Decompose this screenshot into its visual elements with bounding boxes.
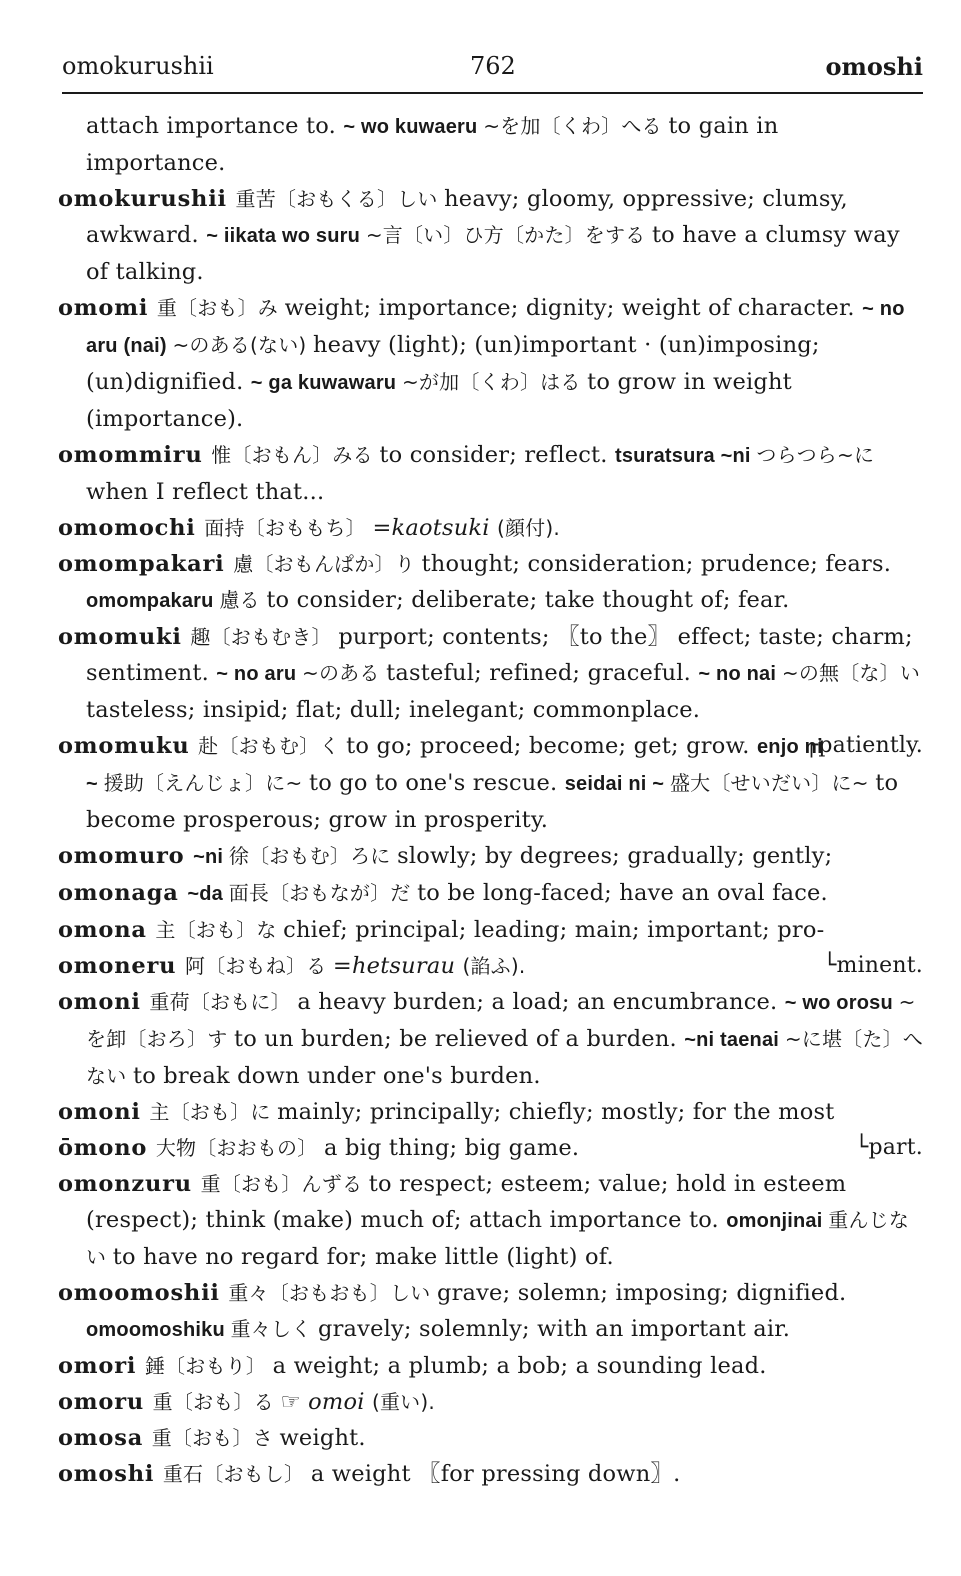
dictionary-entry <box>58 948 923 984</box>
headword: omokurushii <box>58 186 236 212</box>
definition-text: to consider; reflect. <box>379 442 615 468</box>
definition-text: a heavy burden; a load; an encumbrance. <box>297 989 785 1015</box>
definition-text: weight. <box>279 1425 366 1451</box>
romaji-phrase: ~ no nai <box>698 663 782 685</box>
headword: omompakari <box>58 551 234 577</box>
headword: omonzuru <box>58 1171 201 1197</box>
definition-text: tasteless; insipid; flat; dull; inelegant; commonplace. <box>86 697 701 723</box>
headword: omoni <box>58 1099 150 1125</box>
page-number: 762 <box>470 52 516 80</box>
definition-text: grave; solemn; imposing; dignified. <box>436 1280 847 1306</box>
dictionary-entry <box>58 510 923 546</box>
japanese-text: 赴〔おもむ〕く <box>198 734 347 758</box>
japanese-text: 重々しく <box>230 1317 318 1341</box>
dictionary-entry <box>58 912 923 948</box>
japanese-text: (顔付). <box>496 516 560 540</box>
japanese-text: 重荷〔おもに〕 <box>149 990 298 1014</box>
definition-text: to have a clumsy way of talking. <box>86 222 900 285</box>
japanese-text: ~のある(ない) <box>172 333 313 357</box>
overflow-word: └part. <box>855 1135 923 1160</box>
definition-text: thought; consideration; prudence; fears. <box>421 551 892 577</box>
romaji-phrase: ~ no aru (nai) <box>86 298 905 357</box>
japanese-text: 錘〔おもり〕 <box>144 1354 273 1378</box>
japanese-text: (諂ふ). <box>462 954 526 978</box>
japanese-text: 惟〔おもん〕みる <box>211 443 380 467</box>
romaji-phrase: tsuratsura ~ni <box>615 445 757 467</box>
japanese-text: 面持〔おももち〕 <box>204 516 373 540</box>
japanese-text: 慮〔おもんぱか〕り <box>233 552 422 576</box>
japanese-text: ~のある <box>302 661 387 685</box>
dictionary-entry <box>58 838 923 875</box>
dictionary-entry <box>58 181 923 290</box>
romaji-phrase: ~ wo kuwaeru <box>343 116 484 138</box>
japanese-text: 重石〔おもし〕 <box>162 1462 311 1486</box>
definition-text: gravely; solemnly; with an important air. <box>318 1316 791 1342</box>
definition-text: to be long-faced; have an oval face. <box>417 880 828 906</box>
romaji-phrase: ~ ga kuwawaru <box>250 372 402 394</box>
japanese-text: 慮る <box>219 588 267 612</box>
definition-text: = <box>332 953 352 979</box>
japanese-text: 援助〔えんじょ〕に~ <box>103 771 309 795</box>
dictionary-entry <box>58 728 923 838</box>
cross-reference: hetsurau <box>351 953 463 979</box>
dictionary-entry <box>58 984 923 1094</box>
romaji-phrase: omonjinai <box>726 1210 829 1232</box>
japanese-text: 主〔おも〕に <box>149 1100 278 1124</box>
japanese-text: ~を加〔くわ〕へる <box>483 114 669 138</box>
running-head-left: omokurushii <box>62 52 214 80</box>
japanese-text: 趣〔おもむき〕 <box>190 625 339 649</box>
japanese-text: (重い). <box>371 1390 435 1414</box>
japanese-text: 阿〔おもね〕る <box>184 954 333 978</box>
dictionary-entry <box>58 1094 923 1130</box>
dictionary-entry <box>58 437 923 510</box>
headword: omona <box>58 917 156 943</box>
definition-text: a weight; a plumb; a bob; a sounding lead. <box>272 1353 767 1379</box>
running-head-right: omoshi <box>825 52 923 81</box>
definition-text: tasteful; refined; graceful. <box>386 660 699 686</box>
dictionary-entry <box>58 290 923 437</box>
headword: omori <box>58 1353 145 1379</box>
romaji-phrase: omompakaru <box>86 590 220 612</box>
japanese-text: 重々〔おもおも〕しい <box>228 1281 437 1305</box>
japanese-text: ~言〔い〕ひ方〔かた〕をする <box>365 223 652 247</box>
definition-text: chief; principal; leading; main; important; pro- <box>283 917 825 943</box>
definition-text: mainly; principally; chiefly; mostly; for the most <box>277 1099 835 1125</box>
japanese-text: 重んじない <box>86 1208 910 1269</box>
dictionary-entry <box>58 1420 923 1456</box>
definition-text: purport; contents; 〖to the〗 effect; taste; charm; sentiment. <box>86 624 913 686</box>
headword: omomuki <box>58 624 191 650</box>
japanese-text: 徐〔おもむ〕ろに <box>228 844 398 868</box>
overflow-word: ┌patiently. <box>804 733 923 758</box>
definition-text: attach importance to. <box>86 113 344 139</box>
definition-text: to consider; deliberate; take thought of; fear. <box>266 587 790 613</box>
headword: ōmono <box>58 1135 156 1161</box>
japanese-text: 重〔おも〕んずる <box>200 1172 369 1196</box>
dictionary-entry <box>58 1166 923 1275</box>
romaji-phrase: ~ni <box>193 846 229 868</box>
definition-text: a big thing; big game. <box>324 1135 580 1161</box>
definition-text: a weight 〖for pressing down〗. <box>310 1461 681 1487</box>
dictionary-entry <box>58 1130 923 1166</box>
dictionary-entry <box>58 108 923 181</box>
definition-text: heavy; gloomy, oppressive; clumsy, awkward. <box>86 186 848 248</box>
japanese-text: 重〔おも〕る <box>152 1390 281 1414</box>
headword: omoomoshii <box>58 1280 229 1306</box>
definition-text: to become prosperous; grow in prosperity. <box>86 770 899 833</box>
dictionary-page-body <box>58 108 923 1492</box>
definition-text: to have no regard for; make little (light) of. <box>112 1244 614 1270</box>
dictionary-entry <box>58 1348 923 1384</box>
japanese-text: ~に堪〔た〕へない <box>86 1027 923 1088</box>
japanese-text: 面長〔おもなが〕だ <box>228 881 418 905</box>
dictionary-entry <box>58 619 923 728</box>
japanese-text: 重〔おも〕さ <box>151 1426 280 1450</box>
romaji-phrase: ~ iikata wo suru <box>206 225 366 247</box>
headword: omomuku <box>58 733 199 759</box>
header-rule <box>62 92 923 94</box>
cross-reference: omoi <box>308 1389 372 1415</box>
definition-text: to un burden; be relieved of a burden. <box>233 1026 685 1052</box>
romaji-phrase: ~ wo orosu <box>784 992 899 1014</box>
definition-text: = <box>372 515 392 541</box>
japanese-text: 重〔おも〕み <box>156 296 285 320</box>
definition-text: to go; proceed; become; get; grow. <box>346 733 757 759</box>
romaji-phrase: ~ no aru <box>216 663 302 685</box>
headword: omomuro <box>58 843 194 869</box>
headword: omomochi <box>58 515 205 541</box>
headword: omomi <box>58 295 157 321</box>
definition-text: slowly; by degrees; gradually; gently; <box>397 843 833 869</box>
romaji-phrase: ~ni taenai <box>684 1029 785 1051</box>
romaji-phrase: enjo ni ~ <box>86 736 823 795</box>
overflow-word: └minent. <box>823 953 923 978</box>
headword: omoshi <box>58 1461 163 1487</box>
definition-text: when I reflect that... <box>86 479 325 505</box>
japanese-text: ~が加〔くわ〕はる <box>401 370 588 394</box>
definition-text: to grow in weight (importance). <box>86 369 792 432</box>
japanese-text: つらつら~に <box>756 443 875 467</box>
definition-text: to gain in importance. <box>86 113 779 176</box>
romaji-phrase: omoomoshiku <box>86 1319 231 1341</box>
japanese-text: 重苦〔おもくる〕しい <box>235 187 445 211</box>
dictionary-entry <box>58 875 923 912</box>
dictionary-entry <box>58 546 923 619</box>
definition-text: heavy (light); (un)important · (un)imposing; (un)dignified. <box>86 332 820 395</box>
japanese-text: 盛大〔せいだい〕に~ <box>669 771 876 795</box>
headword: omosa <box>58 1425 152 1451</box>
dictionary-entry <box>58 1384 923 1420</box>
headword: omoru <box>58 1389 153 1415</box>
japanese-text: ~の無〔な〕い <box>781 661 921 685</box>
romaji-phrase: seidai ni ~ <box>564 773 670 795</box>
headword: omonaga <box>58 880 188 906</box>
definition-text: ☞ <box>280 1389 309 1415</box>
japanese-text: 大物〔おおもの〕 <box>155 1136 324 1160</box>
dictionary-entry <box>58 1275 923 1348</box>
definition-text: to break down under one's burden. <box>132 1063 541 1089</box>
definition-text: to go to one's rescue. <box>308 770 565 796</box>
japanese-text: 主〔おも〕な <box>155 918 284 942</box>
definition-text: weight; importance; dignity; weight of character. <box>284 295 863 321</box>
japanese-text: ~を卸〔おろ〕す <box>86 990 916 1051</box>
romaji-phrase: ~da <box>187 883 229 905</box>
headword: omoneru <box>58 953 185 979</box>
definition-text: to respect; esteem; value; hold in esteem (respect); think (make) much of; attach importance to. <box>86 1171 847 1233</box>
cross-reference: kaotsuki <box>391 515 497 541</box>
dictionary-entry <box>58 1456 923 1492</box>
headword: omommiru <box>58 442 212 468</box>
headword: omoni <box>58 989 150 1015</box>
